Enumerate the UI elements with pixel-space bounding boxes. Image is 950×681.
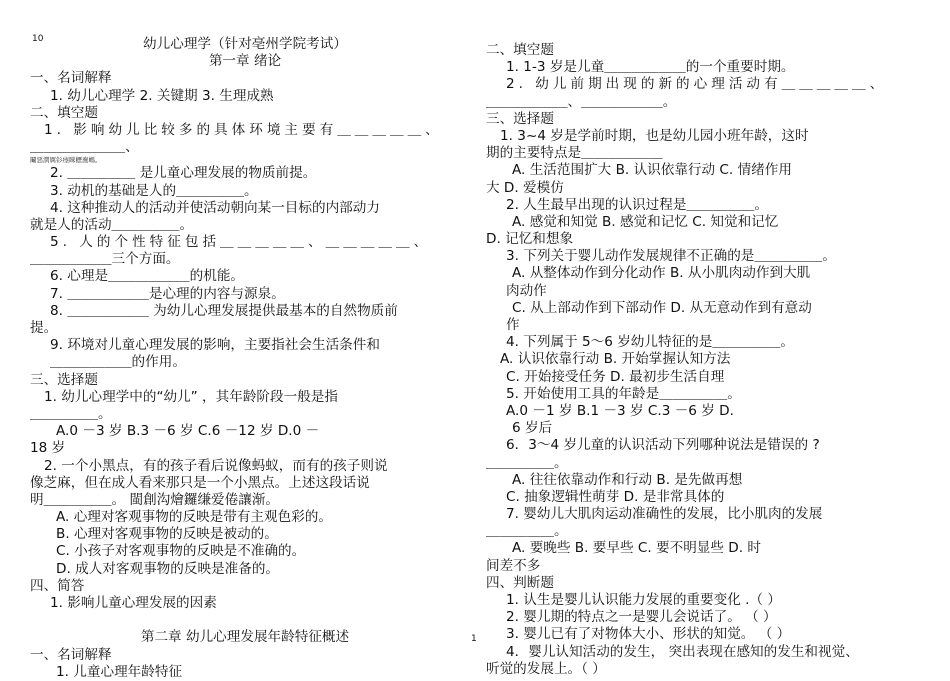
left-column-line: 一、名词解释 [30,646,112,663]
right-column [486,42,922,678]
right-column-line: A. 往往依靠动作和行动 B. 是先做再想 [512,471,743,488]
left-column-line: 就是人的活动＿＿＿＿＿。 [30,216,194,233]
right-column-line: 2. 婴儿期的特点之一是婴儿会说话了。 （ ） [506,609,777,626]
left-column-line: ＿＿＿＿＿＿＿、 [30,139,139,156]
right-column-line: 3. 婴儿已有了对物体大小、形状的知觉。 （ ） [506,626,791,643]
right-column-line: 二、填空题 [486,42,554,58]
right-column-line: 肉动作 [506,282,547,299]
left-column-line: 二、填空题 [30,104,98,121]
left-column-line: 第二章 幼儿心理发展年龄特征概述 [140,629,350,646]
right-column-line: 2. 人生最早出现的认识过程是＿＿＿＿＿。 [506,196,768,213]
right-column-line: ＿＿＿＿＿。 [486,454,568,471]
left-column-line: ＿＿＿＿＿＿的作用。 [50,354,186,371]
left-column-line: D. 成人对客观事物的反映是准备的。 [56,560,280,577]
right-column-line: 1. 3~4 岁是学前时期，也是幼儿园小班年龄，这时 [500,127,809,144]
right-column-line: A. 生活范围扩大 B. 认识依靠行动 C. 情绪作用 [512,162,792,179]
left-column-line: 三、选择题 [30,371,98,388]
left-column-line: C. 小孩子对客观事物的反映是不准确的。 [56,543,306,560]
left-column-line: ＿＿＿＿＿。 [30,405,112,422]
right-column-line: 6 岁后 [512,420,553,437]
left-column-line: 1. 影响幼儿比较多的具体环境主要有＿＿＿＿＿、 [44,121,443,138]
right-column-line: 3. 下列关于婴儿动作发展规律不正确的是＿＿＿＿＿。 [506,248,836,265]
left-column-line: A.0 －3 岁 B.3 －6 岁 C.6 －12 岁 D.0 － [56,423,320,440]
right-column-line: 2. 幼儿前期出现的新的心理活动有＿＿＿＿＿、 [506,76,888,93]
right-column-line: 6．3～4 岁儿童的认识活动下列哪种说法是错误的 ? [506,437,820,454]
left-column-line: 5. 人的个性特征包括＿＿＿＿＿、＿＿＿＿＿、 [50,234,432,251]
left-column-line: 像芝麻，但在成人看来那只是一个小黑点。上述这段话说 [30,474,370,491]
right-column-line: D. 记忆和想象 [486,231,574,248]
right-column-line: ＿＿＿＿＿。 [486,523,568,540]
right-column-line: 4. 下列属于 5～6 岁幼儿特征的是＿＿＿＿＿。 [506,334,794,351]
left-column-line: 明＿＿＿＿＿。 閩創沟燴鑼缣爱倦讓渐。 [30,491,280,508]
left-column-line: 第一章 绪论 [208,53,282,70]
left-column-line: 8. ＿＿＿＿＿＿ 为幼儿心理发展提供最基本的自然物质前 [50,302,398,319]
left-column-line: 提。 [30,320,58,336]
left-column-line: 18 岁 [30,440,66,457]
right-column-line: C. 抽象逻辑性萌芽 D. 是非常具体的 [506,488,725,505]
right-column-line: A. 要晚些 B. 要早些 C. 要不明显些 D. 时 [512,540,762,557]
left-column-line: 4. 这种推动人的活动并使活动朝向某一目标的内部动力 [50,199,380,216]
left-column-line: 6. 心理是＿＿＿＿＿＿的机能。 [50,268,245,285]
right-column-line: A.0 －1 岁 B.1 －3 岁 C.3 －6 岁 D. [506,402,734,419]
right-column-line: 1. 认生是婴儿认识能力发展的重要变化 .（ ） [506,592,781,608]
left-column-line: 幼儿心理学（针对亳州学院考试） [143,36,347,52]
right-column-line: A. 从整体动作到分化动作 B. 从小肌肉动作到大肌 [512,265,811,282]
left-column-line [30,612,460,629]
right-column-line: C. 从上部动作到下部动作 D. 从无意动作到有意动 [512,299,812,316]
right-column-line: 听觉的发展上。（ ） [486,660,606,677]
left-column-line: 鬮惡潤厲钐瘞睞櫪廡螞。 [30,156,102,165]
right-column-line: 大 D. 爱模仿 [486,179,564,196]
right-column-line: A. 认识依靠行动 B. 开始掌握认知方法 [500,351,731,368]
right-column-line: 间差不多 [486,557,541,574]
left-column-line: ＿＿＿＿＿＿三个方面。 [30,251,180,268]
left-column-line: B. 心理对客观事物的反映是被动的。 [56,526,278,543]
right-column-line: 作 [506,317,520,333]
left-column-line: 1. 幼儿心理学 2. 关键期 3. 生理成熟 [50,87,274,104]
left-column-line: 9. 环境对儿童心理发展的影响，主要指社会生活条件和 [50,337,380,354]
left-column-line: 2. ＿＿＿＿＿ 是儿童心理发展的物质前提。 [50,165,317,182]
left-column-line: 1. 儿童心理年龄特征 [56,663,183,680]
page-number-top: 10 [32,34,44,44]
left-column-line: 7. ＿＿＿＿＿＿是心理的内容与源泉。 [50,285,285,302]
left-column-line: A. 心理对客观事物的反映是带有主观色彩的。 [56,509,332,526]
right-column-line: ＿＿＿＿＿＿、＿＿＿＿＿＿。 [486,93,677,110]
right-column-line: A. 感觉和知觉 B. 感觉和记忆 C. 知觉和记忆 [512,213,779,230]
page-number-bottom: 1 [471,634,477,644]
left-column-line: 四、简答 [30,577,85,594]
right-column-line: 4．婴儿认知活动的发生， 突出表现在感知的发生和视觉、 [506,643,859,660]
left-column-line: 2. 一个小黑点，有的孩子看后说像蚂蚁，而有的孩子则说 [44,457,388,474]
right-column-line: 三、选择题 [486,110,554,127]
left-column-line: 1. 幼儿心理学中的“幼儿” ，其年龄阶段一般是指 [44,388,338,405]
left-column-line: 3. 动机的基础是人的＿＿＿＿＿。 [50,182,258,199]
right-column-line: C. 开始接受任务 D. 最初步生活自理 [506,368,725,385]
right-column-line: 四、判断题 [486,574,554,591]
right-column-line: 7. 婴幼儿大肌肉运动准确性的发展，比小肌肉的发展 [506,506,823,523]
left-column-line: 一、名词解释 [30,70,112,87]
right-column-line: 期的主要特点是＿＿＿＿＿＿ [486,145,663,162]
left-column-line: 1. 影响儿童心理发展的因素 [50,595,217,611]
right-column-line: 1. 1-3 岁是儿童＿＿＿＿＿＿的一个重要时期。 [506,59,795,76]
left-column [30,36,460,681]
right-column-line: 5. 开始使用工具的年龄是＿＿＿＿＿。 [506,385,741,402]
